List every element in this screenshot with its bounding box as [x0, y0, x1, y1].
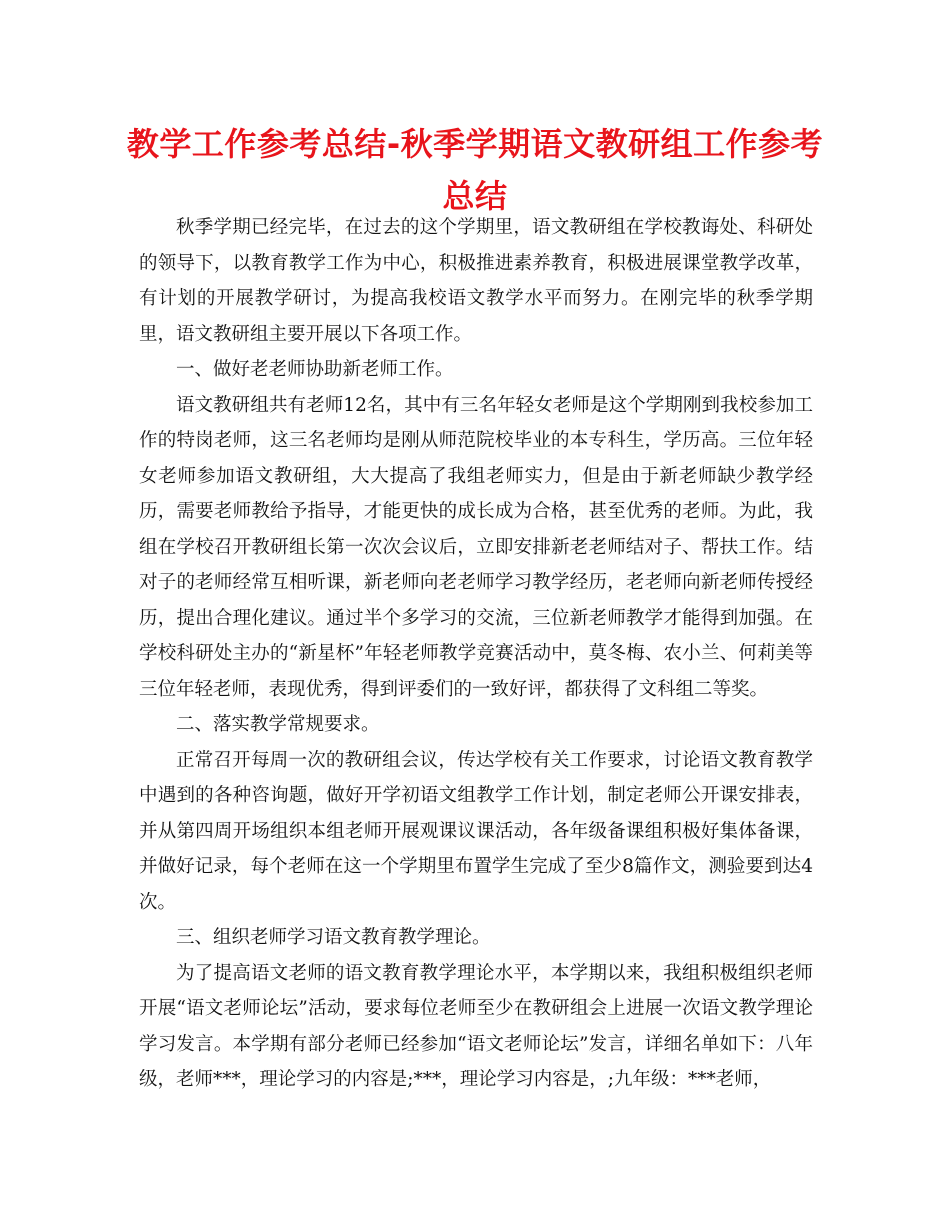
document-title: 教学工作参考总结-秋季学期语文教研组工作参考总结	[126, 125, 824, 215]
section-heading-1: 一、做好老老师协助新老师工作。	[176, 359, 454, 380]
paragraph-section-1: 语文教研组共有老师12名，其中有三名年轻女老师是这个学期刚到我校参加工作的特岗老师，这三名老师均是刚从师范院校毕业的本专科生，学历高。三位年轻女老师参加语文教研组，大大提高了我组老师实力，但是由于新老师缺少教学经历，需要老师教给予指导，才能更快的成长成为合格，甚至优秀的老师。为此，我组在学校召开教研组长第一次次会议后，立即安排新老老师结对子、帮扶工作。结对子的老师经常互相听课，新老师向老老师学习教学经历，老老师向新老师传授经历，提出合理化建议。通过半个多学习的交流，三位新老师教学才能得到加强。在学校科研处主办的“新星杯”年轻老师教学竞赛活动中，莫冬梅、农小兰、何莉美等三位年轻老师，表现优秀，得到评委们的一致好评，都获得了文科组二等奖。	[139, 394, 813, 700]
paragraph-section-2: 正常召开每周一次的教研组会议，传达学校有关工作要求，讨论语文教育教学中遇到的各种咨询题，做好开学初语文组教学工作计划，制定老师公开课安排表，并从第四周开场组织本组老师开展观课议课活动，各年级备课组积极好集体备课，并做好记录，每个老师在这一个学期里布置学生完成了至少8篇作文，测验要到达4次。	[139, 749, 813, 913]
section-heading-2: 二、落实教学常规要求。	[176, 714, 380, 735]
document-body	[139, 210, 813, 1098]
paragraph-intro: 秋季学期已经完毕，在过去的这个学期里，语文教研组在学校教诲处、科研处的领导下，以教育教学工作为中心，积极推进素养教育，积极进展课堂教学改革，有计划的开展教学研讨，为提高我校语文教学水平而努力。在刚完毕的秋季学期里，语文教研组主要开展以下各项工作。	[139, 217, 813, 345]
section-heading-3: 三、组织老师学习语文教育教学理论。	[176, 927, 491, 948]
paragraph-section-3: 为了提高语文老师的语文教育教学理论水平，本学期以来，我组积极组织老师开展“语文老师论坛”活动，要求每位老师至少在教研组会上进展一次语文教学理论学习发言。本学期有部分老师已经参加“语文老师论坛”发言，详细名单如下：八年级，老师***，理论学习的内容是;***，理论学习内容是，;九年级：***老师，	[139, 962, 813, 1090]
